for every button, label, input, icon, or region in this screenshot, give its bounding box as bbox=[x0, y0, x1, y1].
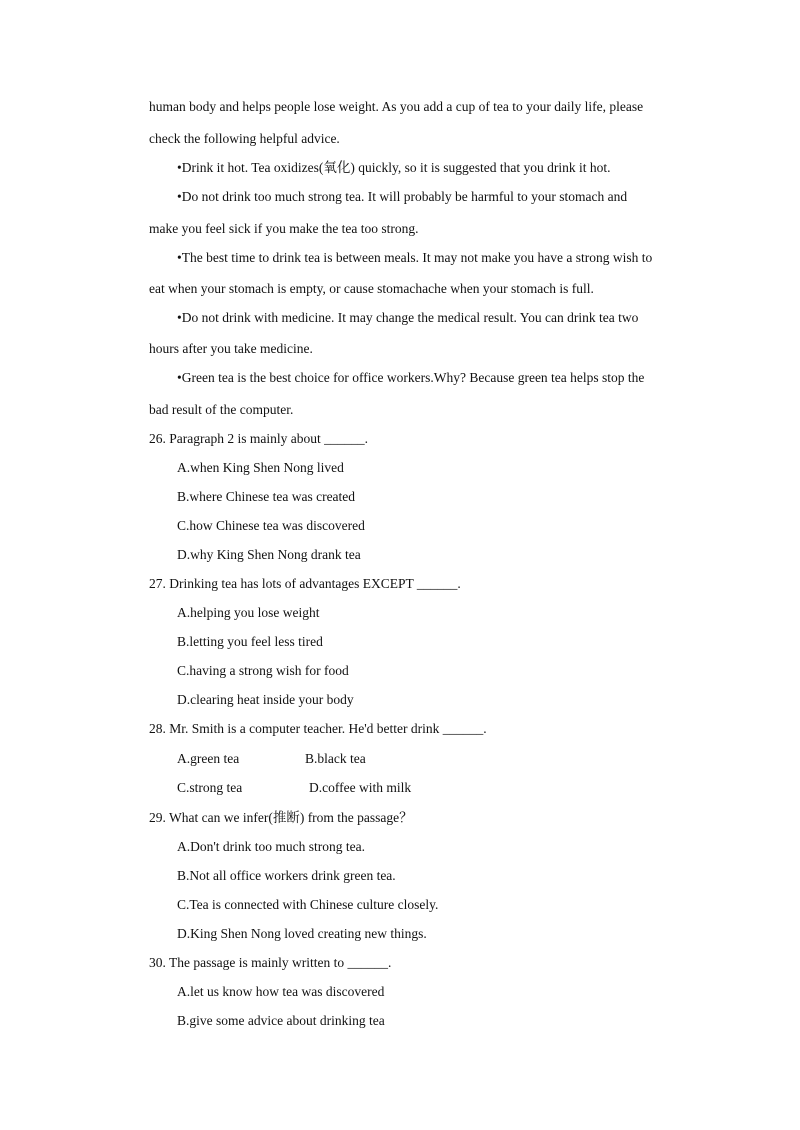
advice-bullet-4: •Do not drink with medicine. It may change the medical result. You can drink tea two bbox=[177, 310, 639, 325]
passage-line: human body and helps people lose weight. As you add a cup of tea to your daily life, please bbox=[149, 99, 644, 114]
advice-bullet-2: •Do not drink too much strong tea. It will probably be harmful to your stomach and bbox=[177, 189, 628, 204]
answer-option: D.King Shen Nong loved creating new things. bbox=[177, 926, 427, 941]
advice-bullet-2-cont: make you feel sick if you make the tea too strong. bbox=[149, 221, 419, 236]
answer-option: A.when King Shen Nong lived bbox=[177, 460, 344, 475]
advice-bullet-5-cont: bad result of the computer. bbox=[149, 402, 294, 417]
question-stem: 26. Paragraph 2 is mainly about ______. bbox=[149, 431, 368, 446]
answer-option: C.Tea is connected with Chinese culture closely. bbox=[177, 897, 439, 912]
answer-option: D.coffee with milk bbox=[309, 780, 412, 795]
question-stem: 28. Mr. Smith is a computer teacher. He'd better drink ______. bbox=[149, 721, 487, 736]
answer-option: C.how Chinese tea was discovered bbox=[177, 518, 365, 533]
answer-option: B.give some advice about drinking tea bbox=[177, 1013, 385, 1028]
answer-option: C.having a strong wish for food bbox=[177, 663, 349, 678]
answer-option: B.Not all office workers drink green tea. bbox=[177, 868, 396, 883]
question-stem: 27. Drinking tea has lots of advantages EXCEPT ______. bbox=[149, 576, 461, 591]
advice-bullet-5: •Green tea is the best choice for office workers.Why? Because green tea helps stop the bbox=[177, 370, 645, 385]
answer-option: A.Don't drink too much strong tea. bbox=[177, 839, 366, 854]
question-stem: 29. What can we infer(推断) from the passage？ bbox=[149, 810, 413, 825]
advice-bullet-3-cont: eat when your stomach is empty, or cause stomachache when your stomach is full. bbox=[149, 281, 594, 296]
question-stem: 30. The passage is mainly written to ______. bbox=[149, 955, 392, 970]
answer-option: A.green tea bbox=[177, 751, 240, 766]
answer-option: D.why King Shen Nong drank tea bbox=[177, 547, 361, 562]
answer-option: B.black tea bbox=[305, 751, 366, 766]
answer-option: B.letting you feel less tired bbox=[177, 634, 323, 649]
answer-option: B.where Chinese tea was created bbox=[177, 489, 356, 504]
answer-option: A.let us know how tea was discovered bbox=[177, 984, 385, 999]
answer-option: D.clearing heat inside your body bbox=[177, 692, 354, 707]
answer-option: A.helping you lose weight bbox=[177, 605, 320, 620]
answer-option: C.strong tea bbox=[177, 780, 243, 795]
passage-line: check the following helpful advice. bbox=[149, 131, 340, 146]
advice-bullet-4-cont: hours after you take medicine. bbox=[149, 341, 313, 356]
advice-bullet-3: •The best time to drink tea is between meals. It may not make you have a strong wish to bbox=[177, 250, 653, 265]
advice-bullet-1: •Drink it hot. Tea oxidizes(氧化) quickly, so it is suggested that you drink it hot. bbox=[177, 160, 611, 175]
